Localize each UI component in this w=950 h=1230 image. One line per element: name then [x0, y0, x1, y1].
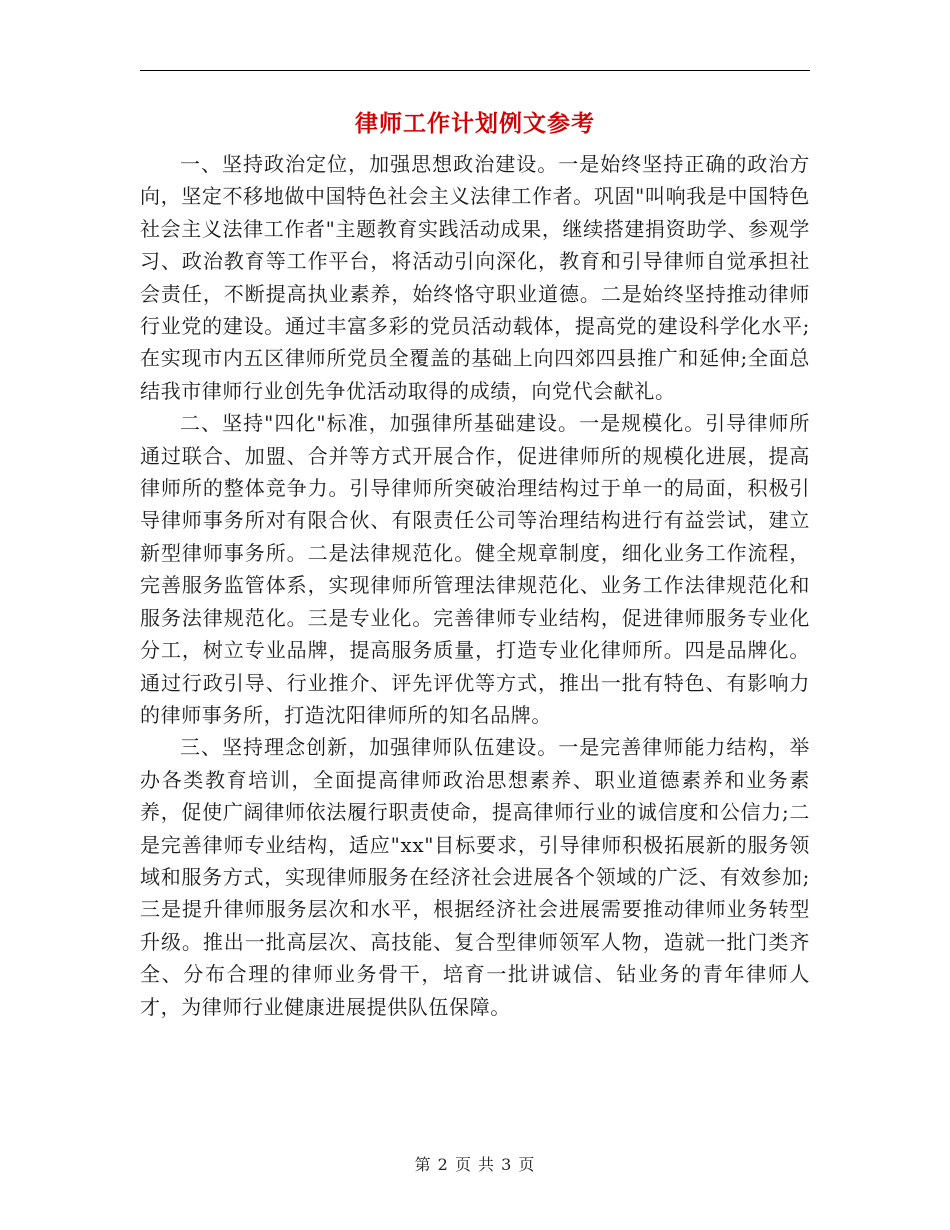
- paragraph-political-construction: 一、坚持政治定位，加强思想政治建设。一是始终坚持正确的政治方向，坚定不移地做中国特色社会主义法律工作者。巩固"叫响我是中国特色社会主义法律工作者"主题教育实践活动成果，继续搭建捐资助学、参观学习、政治教育等工作平台，将活动引向深化，教育和引导律师自觉承担社会责任，不断提高执业素养，始终恪守职业道德。二是始终坚持推动律师行业党的建设。通过丰富多彩的党员活动载体，提高党的建设科学化水平;在实现市内五区律师所党员全覆盖的基础上向四郊四县推广和延伸;全面总结我市律师行业创先争优活动取得的成绩，向党代会献礼。: [140, 152, 810, 403]
- header-rule: [140, 70, 810, 71]
- paragraph-firm-construction: 二、坚持"四化"标准，加强律所基础建设。一是规模化。引导律师所通过联合、加盟、合并等方式开展合作，促进律师所的规模化进展，提高律师所的整体竞争力。引导律师所突破治理结构过于单一的局面，积极引导律师事务所对有限合伙、有限责任公司等治理结构进行有益尝试，建立新型律师事务所。二是法律规范化。健全规章制度，细化业务工作流程，完善服务监管体系，实现律师所管理法律规范化、业务工作法律规范化和服务法律规范化。三是专业化。完善律师专业结构，促进律师服务专业化分工，树立专业品牌，提高服务质量，打造专业化律师所。四是品牌化。通过行政引导、行业推介、评先评优等方式，推出一批有特色、有影响力的律师事务所，打造沈阳律师所的知名品牌。: [140, 411, 810, 727]
- page-number-footer: 第 2 页 共 3 页: [414, 1155, 536, 1174]
- document-title: 律师工作计划例文参考: [355, 110, 595, 137]
- document-body: [140, 148, 810, 1023]
- paragraph-team-construction: 三、坚持理念创新，加强律师队伍建设。一是完善律师能力结构，举办各类教育培训，全面提高律师政治思想素养、职业道德素养和业务素养，促使广阔律师依法履行职责使命，提高律师行业的诚信度和公信力;二是完善律师专业结构，适应"xx"目标要求，引导律师积极拓展新的服务领域和服务方式，实现律师服务在经济社会进展各个领域的广泛、有效参加;三是提升律师服务层次和水平，根据经济社会进展需要推动律师业务转型升级。推出一批高层次、高技能、复合型律师领军人物，造就一批门类齐全、分布合理的律师业务骨干，培育一批讲诚信、钻业务的青年律师人才，为律师行业健康进展提供队伍保障。: [140, 735, 810, 1019]
